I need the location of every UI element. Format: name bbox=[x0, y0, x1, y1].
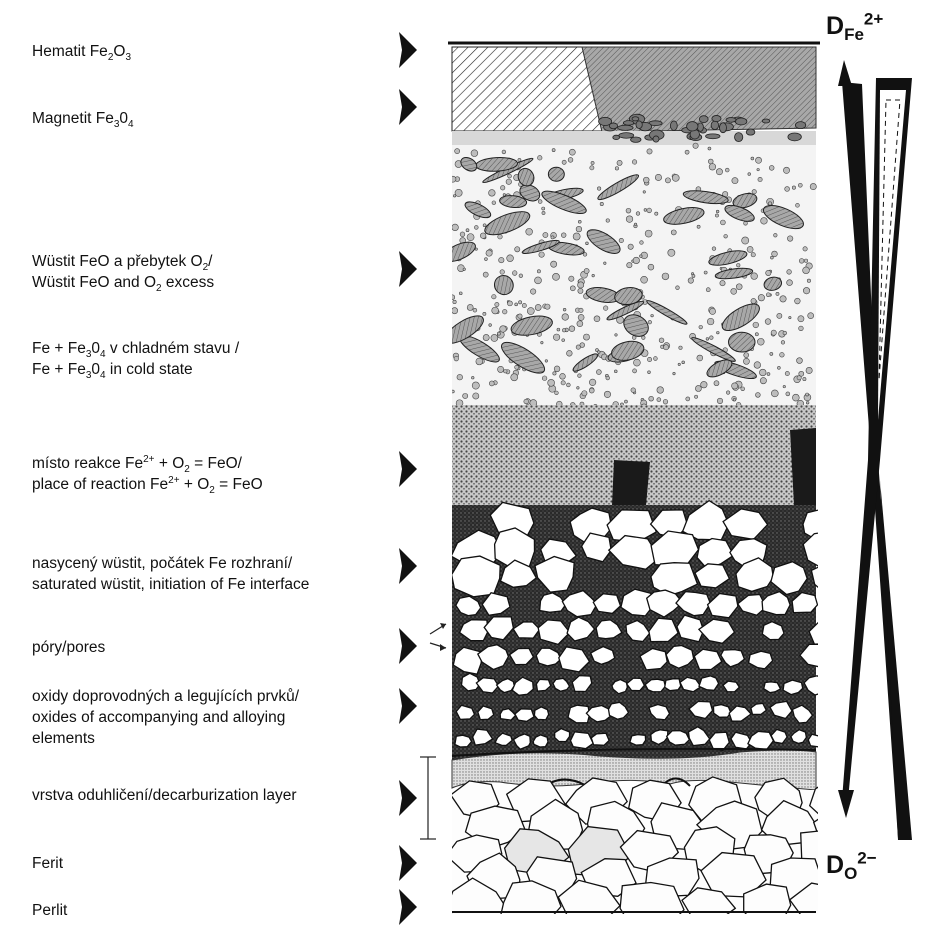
label-pearlite: Perlit bbox=[32, 902, 68, 919]
o-diffusion-arrow-icon bbox=[838, 78, 912, 840]
label-saturated: nasycený wüstit, počátek Fe rozhraní/ saturated wüstit, initiation of Fe interface bbox=[32, 555, 310, 593]
label-magnetite: Magnetit $Fe_30_4$ bbox=[32, 110, 134, 131]
o-diffusion-label: $D_O^{2-}$ bbox=[826, 848, 877, 883]
fe-diffusion-label: $D_{Fe}^{2+}$ bbox=[826, 9, 884, 44]
dense-dots-zone bbox=[452, 405, 816, 505]
ferrite-pearlite-zone bbox=[446, 777, 872, 931]
label-oxides: oxidy doprovodných a legujících prvků/ oxides of accompanying and alloying elements bbox=[32, 688, 300, 747]
label-decarburization: vrstva oduhličení/decarburization layer bbox=[32, 787, 297, 804]
label-pores: póry/pores bbox=[32, 639, 106, 656]
pores-indicator bbox=[430, 623, 446, 651]
label-wustite: Wüstit FeO a přebytek $O_2/$ Wüstit FeO and $O_2$ excess bbox=[32, 253, 215, 295]
saturated-wustite-zone bbox=[451, 501, 856, 760]
wustite-zone bbox=[441, 143, 817, 410]
label-cold-state: $Fe + Fe_30_4$ v chladném stavu / $Fe + Fe_30_4$ in cold state bbox=[32, 340, 240, 382]
label-reaction: místo reakce $Fe^{2+} + O_2 = FeO/$ place of reaction $Fe^{2+} + O_2$ = FeO bbox=[32, 453, 263, 497]
label-ferrite: Ferit bbox=[32, 855, 63, 872]
label-hematite: Hematit $Fe_2O_3$ bbox=[32, 43, 131, 64]
